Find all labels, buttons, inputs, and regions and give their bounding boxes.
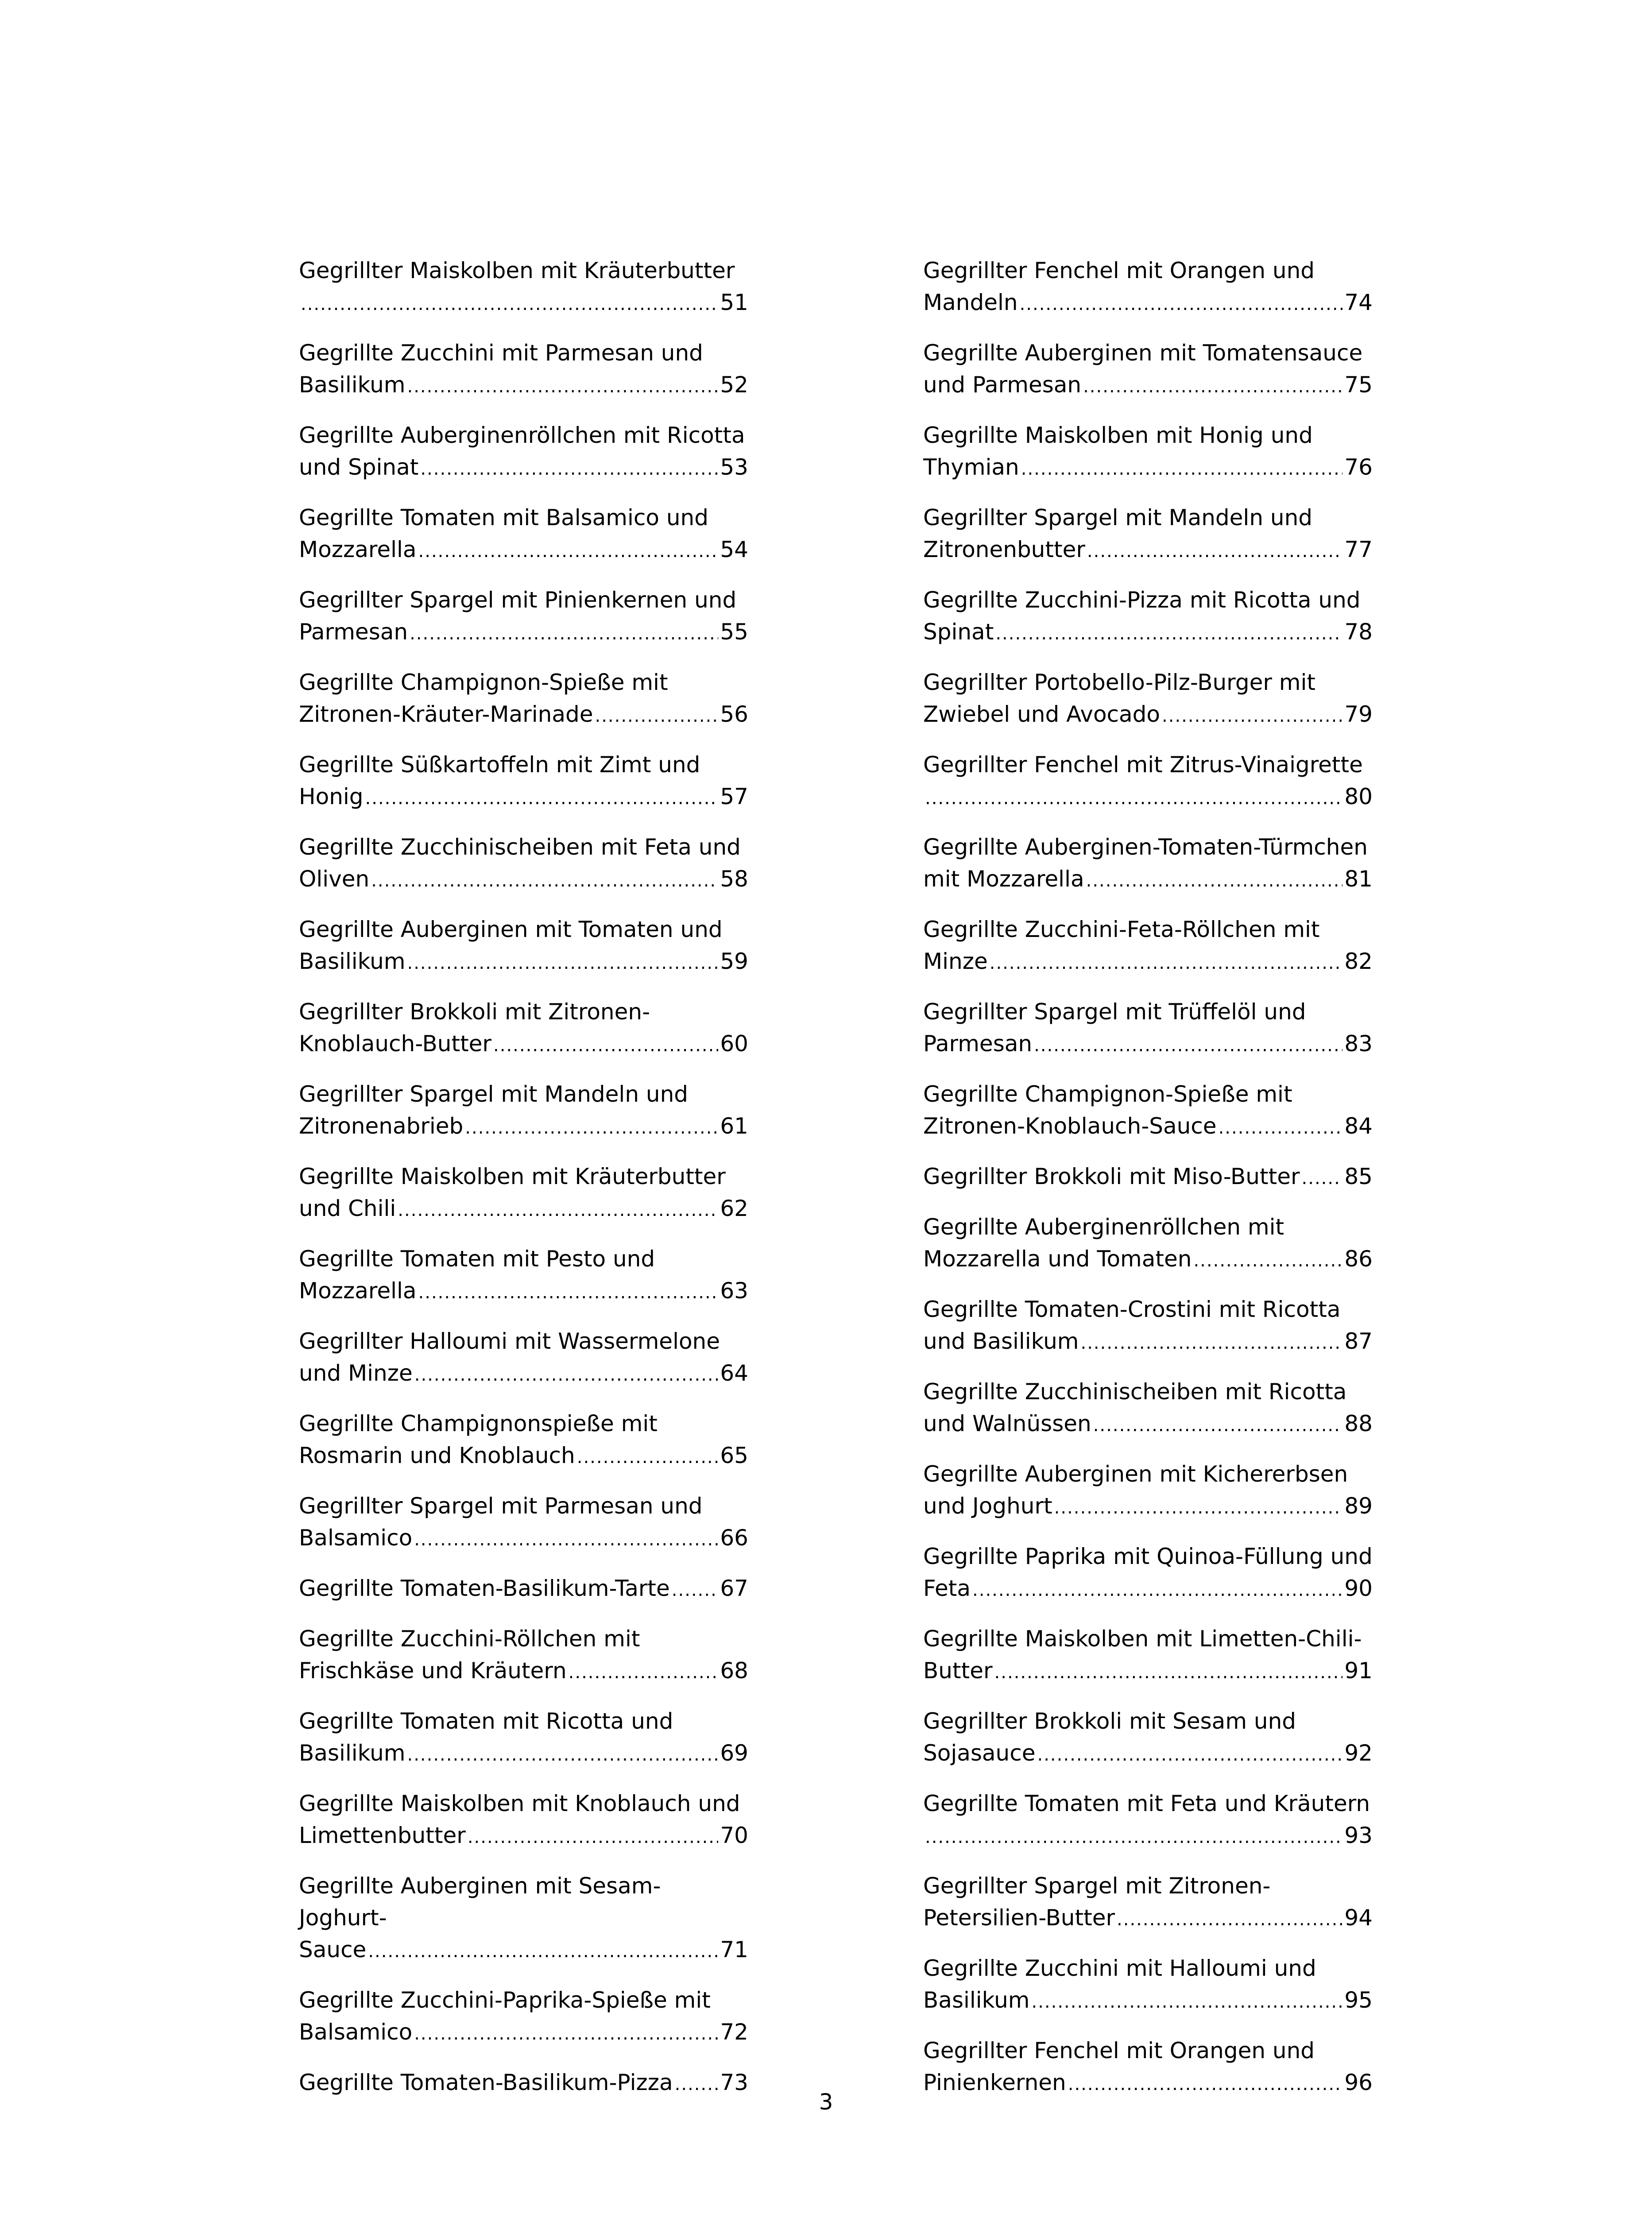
toc-entry-title-end: Thymian [923, 454, 1019, 480]
toc-entry-title-end: Zitronenabrieb [299, 1113, 464, 1139]
toc-page-number: 55 [720, 619, 748, 645]
toc-entry-leader-line [923, 1655, 1373, 1688]
dot-leader [569, 1657, 719, 1688]
toc-entry-title-end: Zwiebel und Avocado [923, 701, 1161, 727]
toc-entry[interactable] [299, 337, 748, 403]
toc-entry-title-line: Gegrillter Spargel mit Parmesan und [299, 1493, 703, 1519]
toc-page-number: 72 [720, 2019, 748, 2045]
toc-entry[interactable] [299, 584, 748, 650]
toc-page-number: 67 [720, 1575, 748, 1601]
toc-entry-leader-line [923, 1819, 1373, 1853]
toc-page-number: 92 [1344, 1740, 1373, 1766]
toc-page-number: 52 [720, 372, 748, 398]
toc-entry-title-line: Gegrillter Fenchel mit Orangen und [923, 2038, 1315, 2063]
toc-entry-title-end: Mozzarella [299, 537, 417, 562]
dot-leader [1093, 1409, 1343, 1441]
toc-entry-title-end: Honig [299, 784, 364, 809]
toc-entry[interactable] [923, 1161, 1373, 1194]
dot-leader [595, 700, 718, 732]
toc-entry[interactable] [923, 1623, 1373, 1688]
toc-entry[interactable] [299, 419, 748, 485]
toc-entry-leader-line [923, 1161, 1373, 1194]
toc-entry-leader-line [923, 1572, 1373, 1606]
toc-entry-title-line: Gegrillte Tomaten-Crostini mit Ricotta [923, 1297, 1341, 1322]
dot-leader [1021, 453, 1343, 485]
dot-leader [410, 618, 718, 650]
toc-entry-title-end: Mozzarella und Tomaten [923, 1246, 1192, 1272]
toc-entry-leader-line [299, 2016, 748, 2050]
toc-entry-leader-line [299, 781, 748, 814]
toc-entry-title-line: Gegrillte Zucchinischeiben mit Feta und [299, 834, 741, 860]
toc-entry-title-end: Frischkäse und Kräutern [299, 1658, 567, 1684]
dot-leader [994, 1657, 1343, 1688]
dot-leader [418, 1277, 719, 1308]
toc-page-number: 84 [1344, 1113, 1373, 1139]
toc-entry-title-line: Gegrillte Tomaten mit Ricotta und [299, 1708, 673, 1734]
toc-entry[interactable] [923, 1293, 1373, 1359]
toc-entry-title-line: Gegrillter Fenchel mit Orangen und [923, 258, 1315, 283]
toc-entry-title-end: Rosmarin und Knoblauch [299, 1443, 575, 1468]
toc-entry[interactable] [299, 1408, 748, 1473]
toc-entry-leader-line [299, 1572, 748, 1606]
toc-page-number: 93 [1344, 1823, 1373, 1848]
dot-leader [1193, 1245, 1342, 1277]
dot-leader [1081, 1327, 1343, 1359]
toc-entry-title-end: Knoblauch-Butter [299, 1031, 491, 1057]
toc-entry-leader-line [923, 1243, 1373, 1277]
toc-entry-title-line: Gegrillte Tomaten mit Balsamico und [299, 505, 708, 530]
toc-entry-leader-line [299, 1357, 748, 1391]
toc-page-number: 94 [1344, 1905, 1373, 1931]
toc-entry-title-line: Gegrillte Zucchini mit Halloumi und [923, 1955, 1316, 1981]
toc-entry-title-end: Feta [923, 1575, 971, 1601]
toc-entry[interactable] [299, 1788, 748, 1853]
dot-leader [1117, 1904, 1342, 1935]
toc-entry-leader-line [299, 616, 748, 650]
toc-page-number: 89 [1344, 1493, 1373, 1519]
dot-leader [371, 865, 718, 897]
toc-page-number: 63 [720, 1278, 748, 1304]
dot-leader [1219, 1112, 1343, 1144]
toc-page-number: 95 [1344, 1987, 1373, 2013]
dot-leader [1037, 1739, 1343, 1771]
dot-leader [1054, 1492, 1343, 1524]
toc-page-number: 83 [1344, 1031, 1373, 1057]
toc-entry-leader-line [923, 616, 1373, 650]
toc-entry-title-line: Gegrillte Zucchini mit Parmesan und [299, 340, 703, 366]
toc-entry-title-line: Gegrillte Zucchini-Paprika-Spieße mit [299, 1987, 711, 2013]
toc-entry-title-line: Gegrillter Spargel mit Pinienkernen und [299, 587, 737, 613]
toc-entry-leader-line [299, 1522, 748, 1556]
toc-entry[interactable] [299, 1490, 748, 1556]
toc-entry-title-line: Gegrillte Auberginenröllchen mit [923, 1214, 1284, 1240]
toc-entry-title-end: und Spinat [299, 454, 419, 480]
dot-leader [465, 1112, 718, 1144]
toc-right-column [923, 255, 1373, 2117]
toc-entry-leader-line [299, 286, 748, 320]
dot-leader [1162, 700, 1342, 732]
toc-entry[interactable] [299, 1572, 748, 1606]
toc-entry-title-end: Spinat [923, 619, 994, 645]
toc-entry[interactable] [923, 1211, 1373, 1277]
toc-entry-leader-line [299, 451, 748, 485]
toc-entry-leader-line [923, 369, 1373, 403]
toc-entry-leader-line [923, 1737, 1373, 1771]
toc-left-column [299, 255, 748, 2117]
dot-leader [1087, 535, 1342, 567]
toc-page-number: 96 [1344, 2070, 1373, 2095]
toc-entry-title-line: Gegrillte Maiskolben mit Honig und [923, 422, 1313, 448]
toc-page-number: 51 [720, 290, 748, 315]
toc-entry[interactable] [299, 831, 748, 897]
dot-leader [407, 371, 718, 403]
dot-leader [995, 618, 1342, 650]
toc-page-number: 91 [1344, 1658, 1373, 1684]
toc-entry[interactable] [923, 419, 1373, 485]
toc-page-number: 77 [1344, 537, 1373, 562]
toc-entry-leader-line [923, 863, 1373, 897]
toc-entry-title-line: Gegrillte Auberginenröllchen mit Ricotta [299, 422, 745, 448]
toc-entry[interactable] [923, 831, 1373, 897]
toc-page-number: 80 [1344, 784, 1373, 809]
toc-entry-title-line: Gegrillter Spargel mit Zitronen- [923, 1873, 1271, 1899]
toc-entry-leader-line [299, 1655, 748, 1688]
dot-leader [1302, 1162, 1343, 1194]
toc-entry-title-end: Zitronenbutter [923, 537, 1085, 562]
toc-page-number: 53 [720, 454, 748, 480]
toc-page-number: 65 [720, 1443, 748, 1468]
toc-entry-title-line: Gegrillte Zucchini-Pizza mit Ricotta und [923, 587, 1361, 613]
toc-entry-title-line: Gegrillte Zucchini-Feta-Röllchen mit [923, 917, 1320, 942]
dot-leader [672, 1574, 719, 1606]
toc-page-number: 79 [1344, 701, 1373, 727]
toc-entry-leader-line [299, 1110, 748, 1144]
toc-entry-title-line: Gegrillte Auberginen mit Sesam-Joghurt- [299, 1873, 661, 1931]
toc-entry-title-line: Gegrillter Brokkoli mit Zitronen- [299, 999, 650, 1025]
toc-entry[interactable] [299, 1870, 748, 1967]
toc-entry[interactable] [923, 666, 1373, 732]
toc-entry[interactable] [299, 1623, 748, 1688]
toc-page-number: 71 [720, 1937, 748, 1962]
toc-entry-title-line: Gegrillte Tomaten mit Pesto und [299, 1246, 655, 1272]
toc-entry[interactable] [923, 255, 1373, 320]
toc-entry-leader-line [299, 1934, 748, 1967]
dot-leader [407, 947, 718, 979]
dot-leader [365, 782, 719, 814]
dot-leader [1031, 1986, 1342, 2018]
toc-entry-leader-line [299, 1028, 748, 1061]
toc-entry-leader-line [299, 369, 748, 403]
dot-leader [368, 1935, 718, 1967]
toc-entry-leader-line [923, 1325, 1373, 1359]
toc-entry[interactable] [299, 1984, 748, 2050]
toc-entry-title-line: Gegrillte Auberginen mit Tomaten und [299, 917, 723, 942]
toc-entry-title-line: Gegrillter Spargel mit Trüffelöl und [923, 999, 1306, 1025]
toc-entry-title-end: Parmesan [923, 1031, 1033, 1057]
toc-entry-leader-line [923, 1110, 1373, 1144]
toc-entry-leader-line [923, 1028, 1373, 1061]
toc-entry-leader-line [923, 534, 1373, 567]
toc-page-number: 76 [1344, 454, 1373, 480]
toc-entry-leader-line [299, 534, 748, 567]
toc-page-number: 64 [720, 1360, 748, 1386]
toc-entry-leader-line [923, 1408, 1373, 1441]
toc-entry-title-line: Gegrillte Süßkartoffeln mit Zimt und [299, 752, 700, 778]
toc-entry-title-line: Gegrillte Auberginen mit Kichererbsen [923, 1461, 1348, 1487]
toc-entry-title-end: Zitronen-Knoblauch-Sauce [923, 1113, 1217, 1139]
toc-entry-leader-line [923, 781, 1373, 814]
toc-entry-title-end: Petersilien-Butter [923, 1905, 1115, 1931]
toc-entry-leader-line [299, 1440, 748, 1473]
toc-entry-title-end: und Basilikum [923, 1328, 1079, 1354]
toc-page-number: 78 [1344, 619, 1373, 645]
toc-entry-leader-line [299, 1819, 748, 1853]
toc-entry-title-end: Sojasauce [923, 1740, 1036, 1766]
toc-entry-title-line: Gegrillte Champignon-Spieße mit [923, 1081, 1292, 1107]
dot-leader [925, 782, 1342, 814]
toc-entry[interactable] [299, 749, 748, 814]
toc-entry[interactable] [299, 996, 748, 1061]
toc-entry[interactable] [923, 913, 1373, 979]
toc-entry-title-end: Basilikum [299, 372, 406, 398]
toc-entry-title-end: Minze [923, 948, 988, 974]
dot-leader [493, 1030, 718, 1061]
toc-entry-title-end: und Parmesan [923, 372, 1082, 398]
dot-leader [420, 453, 718, 485]
toc-entry-title-end: und Chili [299, 1196, 396, 1221]
toc-entry-title-end: und Minze [299, 1360, 413, 1386]
toc-entry-title-line: Gegrillte Maiskolben mit Knoblauch und [299, 1791, 740, 1816]
toc-entry[interactable] [923, 1952, 1373, 2018]
toc-page-number: 57 [720, 784, 748, 809]
toc-entry-leader-line [299, 1275, 748, 1308]
toc-page-number: 87 [1344, 1328, 1373, 1354]
toc-entry[interactable] [299, 502, 748, 567]
toc-entry-title-end: Basilikum [923, 1987, 1030, 2013]
toc-entry[interactable] [299, 913, 748, 979]
toc-page-number: 73 [720, 2070, 748, 2095]
toc-entry-leader-line [299, 1737, 748, 1771]
toc-entry-title-end: und Walnüssen [923, 1411, 1091, 1436]
toc-entry[interactable] [923, 1788, 1373, 1853]
toc-entry-title-line: Gegrillte Zucchini-Röllchen mit [299, 1626, 640, 1652]
dot-leader [414, 2018, 718, 2050]
toc-entry[interactable] [299, 1078, 748, 1144]
toc-page-number: 74 [1344, 290, 1373, 315]
toc-entry-title-line: Gegrillter Brokkoli mit Sesam und [923, 1708, 1296, 1734]
toc-entry[interactable] [923, 502, 1373, 567]
toc-entry-title-end: Gegrillte Tomaten-Basilikum-Tarte [299, 1575, 670, 1601]
toc-entry-title-line: Gegrillter Portobello-Pilz-Burger mit [923, 670, 1316, 695]
toc-page-number: 82 [1344, 948, 1373, 974]
toc-entry-title-end: und Joghurt [923, 1493, 1052, 1519]
toc-entry-title-end: Butter [923, 1658, 993, 1684]
toc-page-number: 70 [720, 1823, 748, 1848]
toc-entry-leader-line [299, 698, 748, 732]
toc-entry-title-end: Pinienkernen [923, 2070, 1066, 2095]
dot-leader [407, 1739, 718, 1771]
toc-entry[interactable] [299, 666, 748, 732]
toc-entry-leader-line [299, 863, 748, 897]
toc-entry[interactable] [923, 1458, 1373, 1524]
toc-entry-title-line: Gegrillter Maiskolben mit Kräuterbutter [299, 258, 735, 283]
dot-leader [1086, 865, 1343, 897]
toc-entry[interactable] [299, 1325, 748, 1391]
toc-entry[interactable] [923, 1541, 1373, 1606]
toc-entry-title-end: Balsamico [299, 2019, 413, 2045]
toc-entry[interactable] [923, 1078, 1373, 1144]
toc-entry-title-end: Sauce [299, 1937, 367, 1962]
dot-leader [414, 1524, 718, 1556]
toc-page-number: 59 [720, 948, 748, 974]
toc-page-number: 62 [720, 1196, 748, 1221]
toc-entry-title-end: Basilikum [299, 1740, 406, 1766]
dot-leader [398, 1194, 718, 1226]
toc-entry-leader-line [923, 451, 1373, 485]
dot-leader [1034, 1030, 1342, 1061]
toc-entry-leader-line [923, 698, 1373, 732]
toc-entry[interactable] [923, 749, 1373, 814]
toc-entry-title-line: Gegrillte Maiskolben mit Limetten-Chili- [923, 1626, 1362, 1652]
toc-entry-leader-line [923, 286, 1373, 320]
toc-entry-title-line: Gegrillter Fenchel mit Zitrus-Vinaigrette [923, 752, 1363, 778]
toc-entry[interactable] [299, 1243, 748, 1308]
dot-leader [301, 288, 718, 320]
toc-entry-title-end: Basilikum [299, 948, 406, 974]
toc-page-number: 85 [1344, 1164, 1373, 1189]
toc-page-number: 81 [1344, 866, 1373, 892]
dot-leader [990, 947, 1343, 979]
toc-entry-title-end: Gegrillte Tomaten-Basilikum-Pizza [299, 2070, 673, 2095]
page-number: 3 [819, 2089, 833, 2115]
toc-page-number: 61 [720, 1113, 748, 1139]
toc-entry-title-line: Gegrillte Maiskolben mit Kräuterbutter [299, 1164, 726, 1189]
toc-entry-title-line: Gegrillte Tomaten mit Feta und Kräutern [923, 1791, 1370, 1816]
toc-entry-leader-line [923, 945, 1373, 979]
toc-entry-title-line: Gegrillter Spargel mit Mandeln und [923, 505, 1313, 530]
toc-entry[interactable] [299, 255, 748, 320]
toc-entry-title-line: Gegrillter Halloumi mit Wassermelone [299, 1328, 720, 1354]
dot-leader [972, 1574, 1342, 1606]
toc-page-number: 58 [720, 866, 748, 892]
toc-entry-title-end: Parmesan [299, 619, 408, 645]
toc-page-number: 60 [720, 1031, 748, 1057]
toc-entry-title-end: Oliven [299, 866, 370, 892]
dot-leader [418, 535, 719, 567]
toc-page-number: 54 [720, 537, 748, 562]
toc-page-number: 66 [720, 1525, 748, 1551]
toc-entry[interactable] [923, 1376, 1373, 1441]
toc-page-number: 56 [720, 701, 748, 727]
toc-entry[interactable] [923, 996, 1373, 1061]
toc-entry-title-line: Gegrillte Auberginen mit Tomatensauce [923, 340, 1363, 366]
toc-entry-leader-line [299, 1192, 748, 1226]
toc-entry-title-line: Gegrillte Auberginen-Tomaten-Türmchen [923, 834, 1368, 860]
toc-entry-title-line: Gegrillte Champignonspieße mit [299, 1411, 658, 1436]
dot-leader [1083, 371, 1342, 403]
toc-page-number: 90 [1344, 1575, 1373, 1601]
dot-leader [577, 1441, 719, 1473]
toc-entry[interactable] [923, 337, 1373, 403]
dot-leader [414, 1359, 719, 1391]
toc-entry-title-line: Gegrillter Spargel mit Mandeln und [299, 1081, 689, 1107]
toc-entry-leader-line [923, 1490, 1373, 1524]
toc-entry-leader-line [923, 1984, 1373, 2018]
toc-entry-title-end: Mozzarella [299, 1278, 417, 1304]
toc-page-number: 88 [1344, 1411, 1373, 1436]
toc-entry-title-end: Zitronen-Kräuter-Marinade [299, 701, 593, 727]
toc-entry-title-end: Mandeln [923, 290, 1018, 315]
toc-page-number: 86 [1344, 1246, 1373, 1272]
toc-entry-title-line: Gegrillte Champignon-Spieße mit [299, 670, 668, 695]
toc-entry[interactable] [923, 1705, 1373, 1771]
toc-page-number: 68 [720, 1658, 748, 1684]
toc-entry[interactable] [923, 584, 1373, 650]
toc-entry-leader-line [299, 945, 748, 979]
toc-entry-title-line: Gegrillte Paprika mit Quinoa-Füllung und [923, 1544, 1373, 1569]
dot-leader [468, 1821, 719, 1853]
toc-page-number: 69 [720, 1740, 748, 1766]
toc-entry-title-end: Balsamico [299, 1525, 413, 1551]
toc-entry-leader-line [923, 1902, 1373, 1935]
toc-entry[interactable] [299, 1161, 748, 1226]
toc-entry[interactable] [299, 1705, 748, 1771]
dot-leader [925, 1821, 1342, 1853]
toc-entry-title-line: Gegrillte Zucchinischeiben mit Ricotta [923, 1379, 1347, 1405]
toc-page-number: 75 [1344, 372, 1373, 398]
toc-entry-title-end: Limettenbutter [299, 1823, 466, 1848]
dot-leader [1020, 288, 1343, 320]
toc-entry-title-end: Gegrillter Brokkoli mit Miso-Butter [923, 1164, 1300, 1189]
toc-entry[interactable] [923, 1870, 1373, 1935]
toc-entry-title-end: mit Mozzarella [923, 866, 1084, 892]
